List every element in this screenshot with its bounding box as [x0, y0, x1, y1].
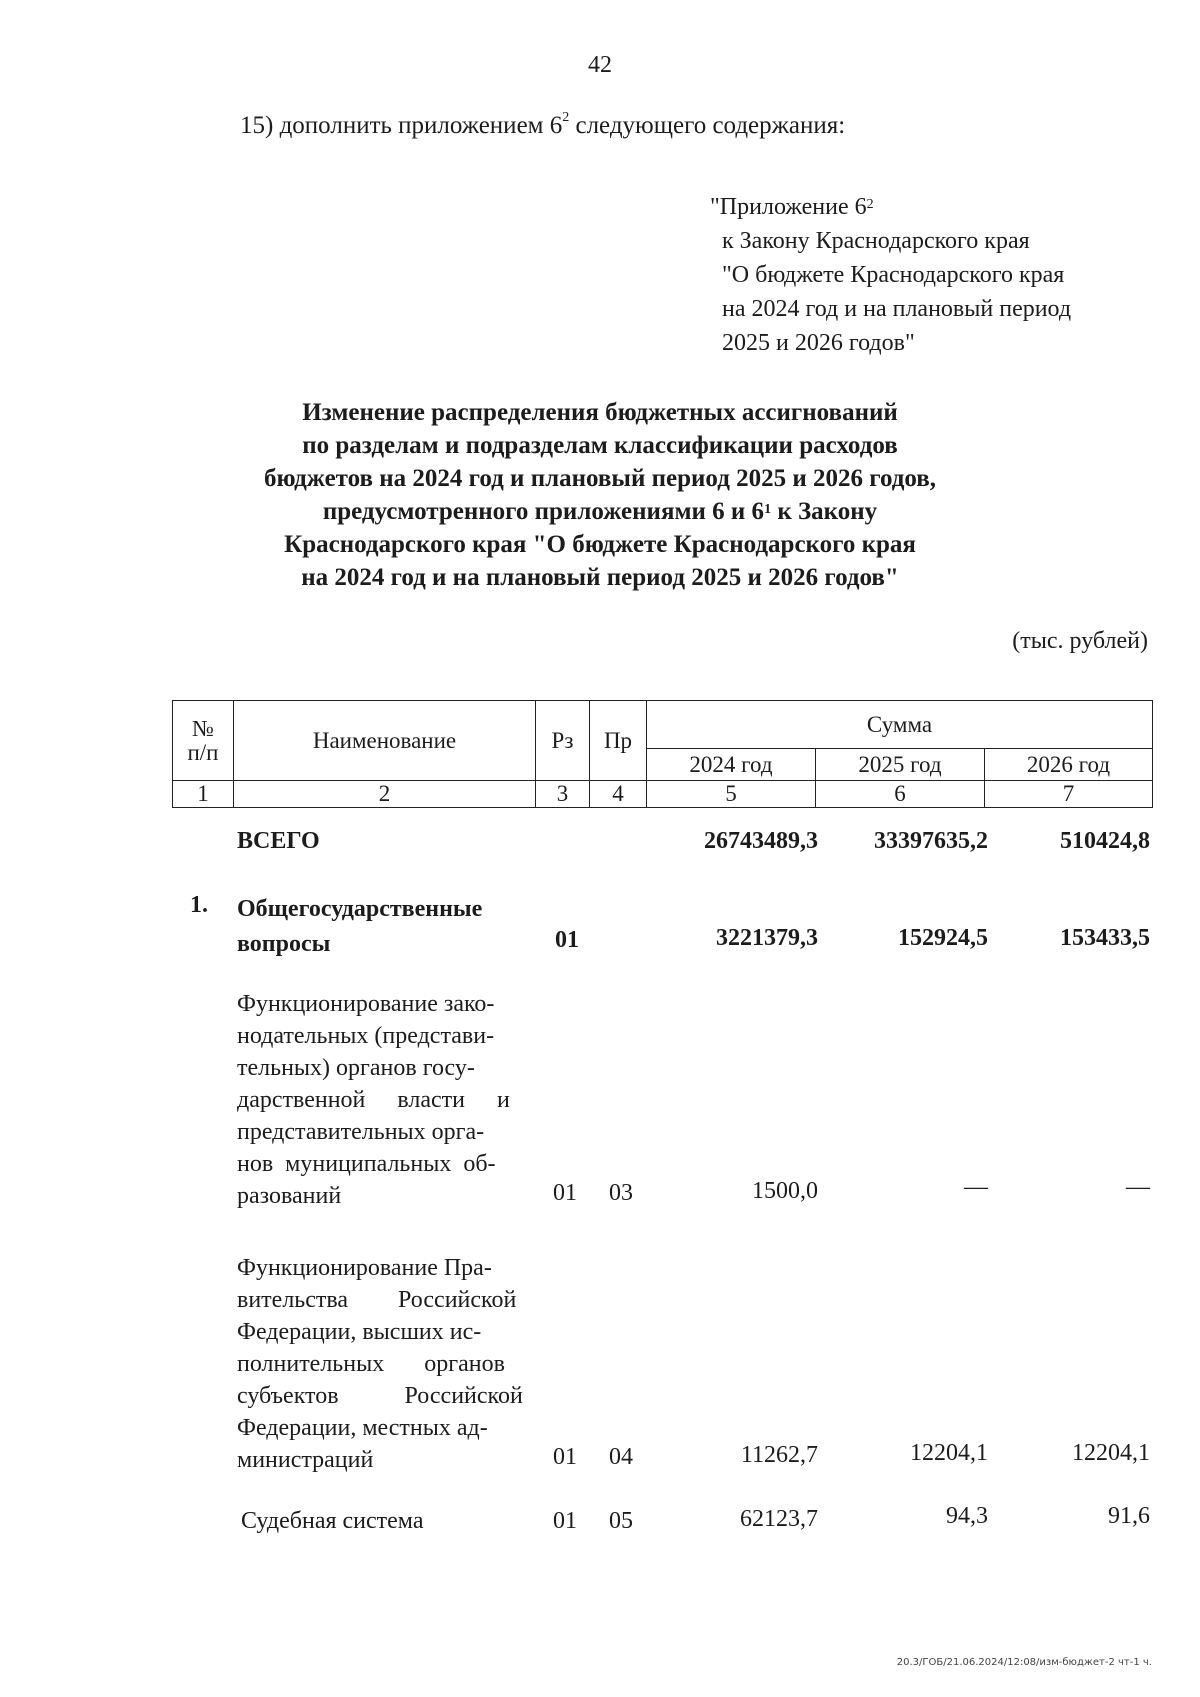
section-1-name-line-1: Общегосударственные	[237, 896, 483, 922]
header-number	[173, 701, 234, 781]
section-1-2024: 3221379,3	[716, 925, 818, 951]
title-line-4-a: предусмотренного приложениями 6 и 6	[322, 498, 765, 525]
page-number: 42	[588, 52, 612, 78]
row-0103-name-line-3: тельных) органов госу-	[237, 1055, 475, 1081]
row-0104-rz: 01	[553, 1444, 577, 1470]
row-0103-name	[237, 988, 545, 1212]
title-line-5: Краснодарского края "О бюджете Краснодарского края	[284, 531, 916, 558]
row-0104-name-line-5: субъектов Российской	[237, 1383, 523, 1409]
total-name: ВСЕГО	[237, 828, 320, 854]
header-col-4: 4	[590, 781, 647, 808]
section-1-name	[237, 892, 482, 962]
intro-text: 15) дополнить приложением 6	[240, 112, 563, 139]
row-0104-name-line-4: полнительных органов	[237, 1351, 505, 1377]
annex-line-1-text: "Приложение 6	[710, 194, 867, 220]
row-0105-2026: 91,6	[1108, 1503, 1150, 1529]
header-number-line-1: №	[192, 715, 214, 741]
row-0105-rz: 01	[553, 1508, 577, 1534]
row-0104-name-line-6: Федерации, местных ад-	[237, 1415, 488, 1441]
section-1-rz: 01	[555, 927, 579, 953]
title-line-4	[0, 495, 1200, 528]
row-0104-name-line-3: Федерации, высших ис-	[237, 1319, 482, 1345]
row-0103-2025: —	[964, 1174, 988, 1200]
row-0103-name-line-5: представительных орга-	[237, 1119, 485, 1145]
header-year-2025: 2025 год	[816, 749, 985, 781]
row-0105-name: Судебная система	[241, 1508, 424, 1534]
units-label: (тыс. рублей)	[1012, 628, 1148, 654]
title-line-6: на 2024 год и на плановый период 2025 и 2026 годов"	[301, 564, 899, 591]
row-0105-2024: 62123,7	[740, 1506, 818, 1532]
header-year-2026: 2026 год	[985, 749, 1153, 781]
annex-line-4: на 2024 год и на плановый период	[722, 296, 1072, 322]
header-rz: Рз	[536, 701, 590, 781]
header-year-2024: 2024 год	[647, 749, 816, 781]
intro-tail: следующего содержания:	[569, 112, 846, 139]
annex-reference	[710, 190, 1071, 360]
title-line-4-sup: 1	[764, 502, 772, 517]
row-0103-pr: 03	[609, 1180, 633, 1206]
row-0104-2025: 12204,1	[910, 1440, 988, 1466]
row-0105-2025: 94,3	[946, 1503, 988, 1529]
header-col-7: 7	[985, 781, 1153, 808]
document-title	[0, 396, 1200, 594]
amendment-intro	[240, 112, 845, 140]
row-0103-2026: —	[1126, 1174, 1150, 1200]
row-0104-pr: 04	[609, 1444, 633, 1470]
annex-line-1	[710, 190, 1071, 224]
header-col-5: 5	[647, 781, 816, 808]
row-0104-name-line-2: вительства Российской	[237, 1287, 517, 1313]
title-line-3: бюджетов на 2024 год и плановый период 2025 и 2026 годов,	[263, 465, 937, 492]
title-line-4-b: к Закону	[771, 498, 878, 525]
annex-line-2: к Закону Краснодарского края	[722, 228, 1030, 254]
row-0103-2024: 1500,0	[752, 1178, 818, 1204]
row-0103-name-line-4: дарственной власти и	[237, 1087, 510, 1113]
total-2026: 510424,8	[1060, 828, 1150, 854]
row-0104-name-line-7: министраций	[237, 1447, 374, 1473]
header-col-6: 6	[816, 781, 985, 808]
annex-line-3: "О бюджете Краснодарского края	[722, 262, 1065, 288]
row-0104-name	[237, 1252, 545, 1476]
title-line-2: по разделам и подразделам классификации расходов	[302, 432, 898, 459]
row-0103-name-line-2: нодательных (представи-	[237, 1023, 495, 1049]
budget-table-header	[172, 700, 1153, 808]
header-col-3: 3	[536, 781, 590, 808]
title-line-1: Изменение распределения бюджетных ассигнований	[302, 399, 898, 426]
section-1-name-line-2: вопросы	[237, 931, 331, 957]
row-0103-name-line-1: Функционирование зако-	[237, 991, 495, 1017]
annex-line-1-sup: 2	[866, 197, 874, 212]
row-0104-2026: 12204,1	[1072, 1440, 1150, 1466]
row-0104-2024: 11262,7	[740, 1442, 818, 1468]
header-name: Наименование	[234, 701, 536, 781]
annex-line-5: 2025 и 2026 годов"	[722, 330, 915, 356]
row-0103-rz: 01	[553, 1180, 577, 1206]
row-0104-name-line-1: Функционирование Пра-	[237, 1255, 492, 1281]
section-1-2026: 153433,5	[1060, 925, 1150, 951]
total-2025: 33397635,2	[874, 828, 988, 854]
header-number-line-2: п/п	[187, 739, 219, 765]
section-1-number: 1.	[190, 892, 208, 918]
row-0105-pr: 05	[609, 1508, 633, 1534]
total-2024: 26743489,3	[704, 828, 818, 854]
row-0103-name-line-7: разований	[237, 1183, 342, 1209]
header-col-1: 1	[173, 781, 234, 808]
section-1-2025: 152924,5	[898, 925, 988, 951]
header-sum: Сумма	[647, 701, 1153, 749]
header-pr: Пр	[590, 701, 647, 781]
header-col-2: 2	[234, 781, 536, 808]
row-0103-name-line-6: нов муниципальных об-	[237, 1151, 496, 1177]
document-footer-code: 20.3/ГОБ/21.06.2024/12:08/изм-бюджет-2 чт-1 ч.	[896, 1657, 1152, 1668]
intro-sup: 2	[562, 110, 570, 125]
